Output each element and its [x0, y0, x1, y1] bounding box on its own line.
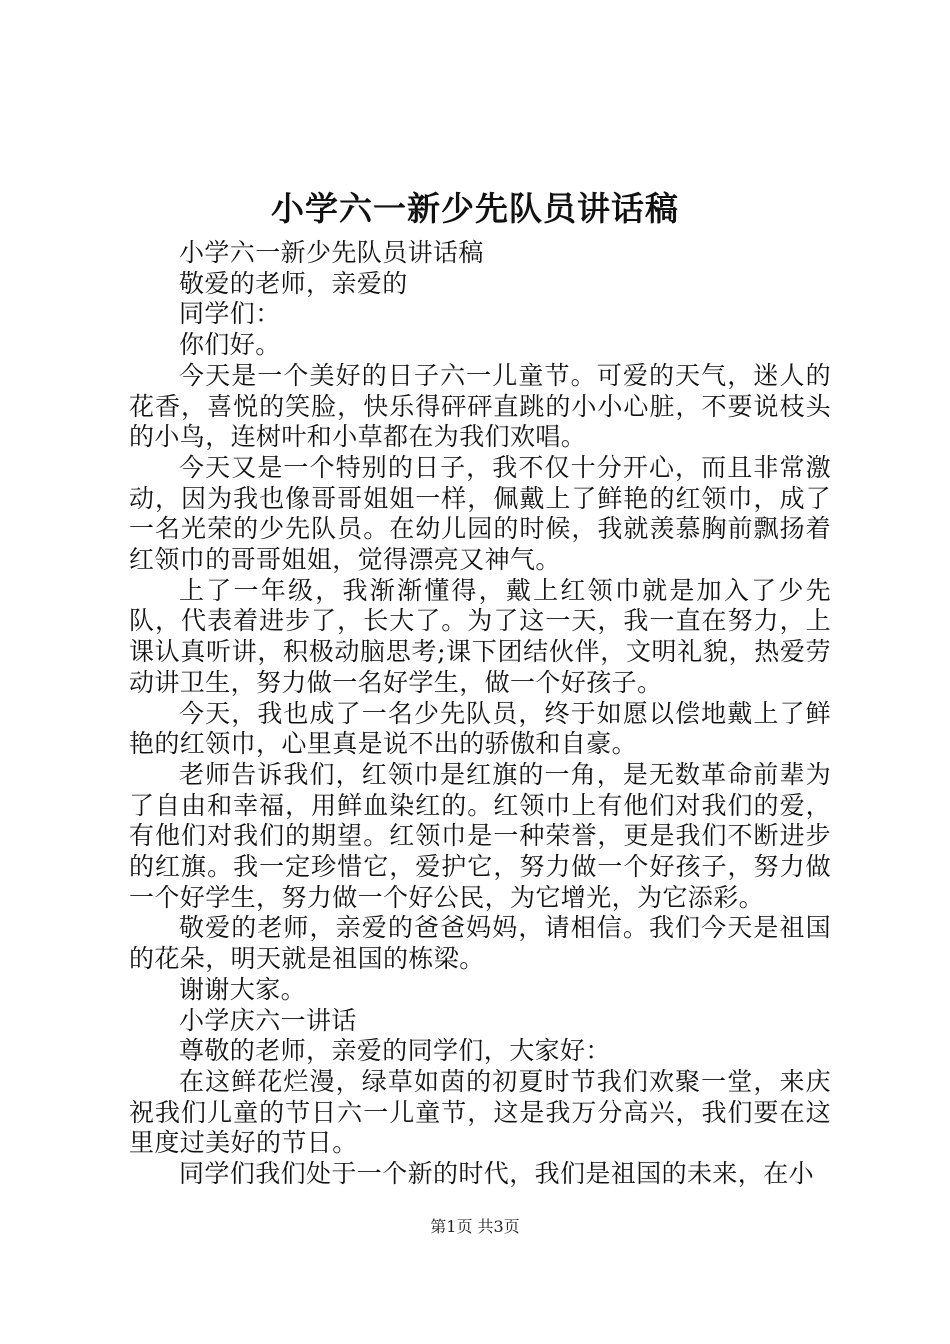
paragraph: 今天，我也成了一名少先队员，终于如愿以偿地戴上了鲜艳的红领巾，心里真是说不出的骄傲和自豪。: [129, 698, 831, 759]
paragraph: 同学们我们处于一个新的时代，我们是祖国的未来，在小: [179, 1159, 815, 1189]
document-title: 小学六一新少先队员讲话稿: [271, 189, 679, 228]
paragraph: 小学六一新少先队员讲话稿: [179, 238, 484, 267]
paragraph: 小学庆六一讲话: [179, 1005, 357, 1035]
paragraph: 同学们：: [179, 299, 281, 329]
paragraph: 谢谢大家。: [179, 974, 307, 1004]
paragraph: 敬爱的老师，亲爱的爸爸妈妈，请相信。我们今天是祖国的花朵，明天就是祖国的栋梁。: [129, 913, 831, 974]
paragraph: 今天又是一个特别的日子，我不仅十分开心，而且非常激动，因为我也像哥哥姐姐一样，佩戴上了鲜艳的红领巾，成了一名光荣的少先队员。在幼儿园的时候，我就羡慕胸前飘扬着红领巾的哥哥姐姐，觉得漂亮又神气。: [129, 452, 831, 575]
paragraph: 敬爱的老师，亲爱的: [179, 268, 408, 298]
page-indicator: 第1页 共3页: [430, 1217, 520, 1236]
paragraph: 在这鲜花烂漫，绿草如茵的初夏时节我们欢聚一堂，来庆祝我们儿童的节日六一儿童节，这是我万分高兴，我们要在这里度过美好的节日。: [129, 1066, 831, 1158]
paragraph: 你们好。: [179, 330, 281, 360]
paragraph: 今天是一个美好的日子六一儿童节。可爱的天气，迷人的花香，喜悦的笑脸，快乐得砰砰直跳的小小心脏，不要说枝头的小鸟，连树叶和小草都在为我们欢唱。: [129, 360, 831, 452]
paragraph: 上了一年级，我渐渐懂得，戴上红领巾就是加入了少先队，代表着进步了，长大了。为了这一天，我一直在努力，上课认真听讲，积极动脑思考;课下团结伙伴，文明礼貌，热爱劳动讲卫生，努力做一名好学生，做一个好孩子。: [129, 575, 831, 697]
paragraph: 尊敬的老师，亲爱的同学们，大家好：: [179, 1036, 611, 1066]
paragraph: 老师告诉我们，红领巾是红旗的一角，是无数革命前辈为了自由和幸福，用鲜血染红的。红领巾上有他们对我们的爱，有他们对我们的期望。红领巾是一种荣誉，更是我们不断进步的红旗。我一定珍惜它，爱护它，努力做一个好孩子，努力做一个好学生，努力做一个好公民，为它增光，为它添彩。: [129, 759, 831, 912]
document-body: [129, 238, 831, 1190]
